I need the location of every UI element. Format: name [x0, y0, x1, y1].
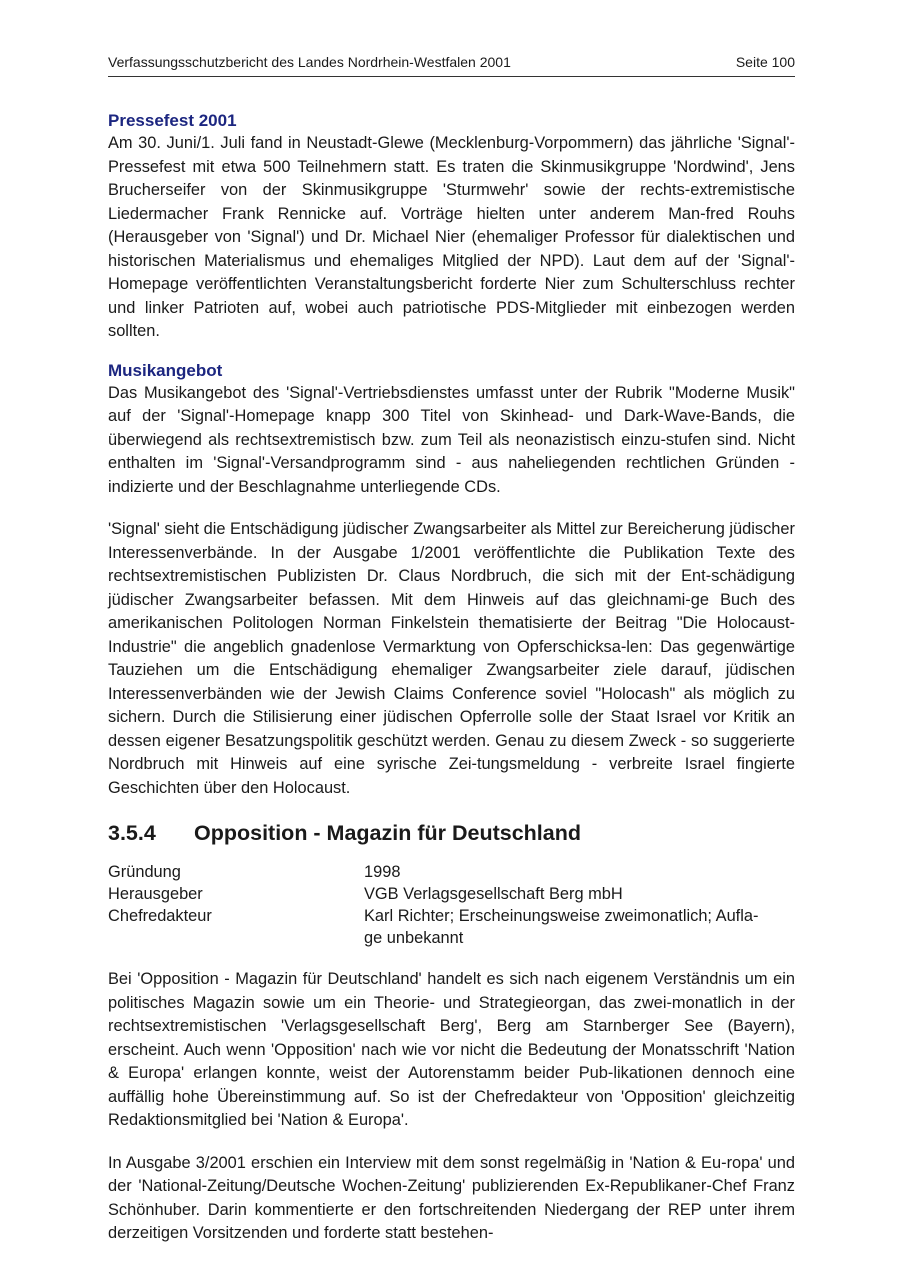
paragraph-opposition-intro: Bei 'Opposition - Magazin für Deutschland' handelt es sich nach eigenem Verständnis um ein politisches Magazin sowie um ein Theorie- und Strategieorgan, das zwei-monatlich in der rechtsextremistischen 'Verlagsgesellschaft Berg', Berg am Starnberger See (Bayern), erscheint. Auch wenn 'Opposition' nach wie vor nicht die Bedeutung der Monatsschrift 'Nation & Europa' erlangen konnte, weist der Autorenstamm beider Pub-likationen dennoch eine auffällig hohe Übereinstimmung auf. So ist der Chefredakteur von 'Opposition' gleichzeitig Redaktionsmitglied bei 'Nation & Europa'.: [108, 970, 795, 1129]
heading-pressefest: Pressefest 2001: [108, 111, 237, 130]
paragraph-pressefest: Am 30. Juni/1. Juli fand in Neustadt-Glewe (Mecklenburg-Vorpommern) das jährliche 'Signal'-Pressefest mit etwa 500 Teilnehmern statt. Es traten die Skinmusikgruppe 'Nordwind', Jens Brucherseifer von der Skinmusikgruppe 'Sturmwehr' sowie der rechts-extremistische Liedermacher Frank Rennicke auf. Vorträge hielten unter anderem Man-fred Rouhs (Herausgeber von 'Signal') und Dr. Michael Nier (ehemaliger Professor für dialektischen und historischen Materialismus und ehemaliges Mitglied der NPD). Laut dem auf der 'Signal'-Homepage veröffentlichten Veranstaltungsbericht forderte Nier zum Schulterschluss rechter und linker Patrioten auf, wobei auch patriotische PDS-Mitglieder mit einbezogen werden sollten.: [108, 134, 795, 340]
publication-info-table: [108, 861, 795, 949]
chapter-number: 3.5.4: [108, 821, 156, 845]
paragraph-musikangebot: Das Musikangebot des 'Signal'-Vertriebsdienstes umfasst unter der Rubrik "Moderne Musik" auf der 'Signal'-Homepage knapp 300 Titel von Skinhead- und Dark-Wave-Bands, die überwiegend als rechtsextremistisch bzw. zum Teil als neonazistisch einzu-stufen sind. Nicht enthalten im 'Signal'-Versandprogramm sind - aus naheliegenden rechtlichen Gründen - indizierte und der Beschlagnahme unterliegende CDs.: [108, 383, 795, 496]
info-label-chefredakteur: Chefredakteur: [108, 907, 212, 925]
page-number: Seite 100: [735, 54, 795, 70]
info-value-chefredakteur: Karl Richter; Erscheinungsweise zweimonatlich; Aufla-ge unbekannt: [364, 907, 759, 947]
info-label-gruendung: Gründung: [108, 863, 181, 881]
info-value-gruendung: 1998: [364, 863, 401, 881]
info-label-herausgeber: Herausgeber: [108, 885, 203, 903]
header-title: Verfassungsschutzbericht des Landes Nordrhein-Westfalen 2001: [108, 54, 511, 70]
heading-musikangebot: Musikangebot: [108, 360, 223, 380]
page-content: [108, 110, 795, 1246]
chapter-title: Opposition - Magazin für Deutschland: [194, 821, 581, 845]
chapter-heading: [108, 819, 795, 847]
info-value-herausgeber: VGB Verlagsgesellschaft Berg mbH: [364, 885, 623, 903]
paragraph-opposition-interview: In Ausgabe 3/2001 erschien ein Interview mit dem sonst regelmäßig in 'Nation & Eu-ropa' und der 'National-Zeitung/Deutsche Wochen-Zeitung' publizierenden Ex-Republikaner-Chef Franz Schönhuber. Darin kommentierte er den fortschreitenden Niedergang der REP unter ihrem derzeitigen Vorsitzenden und forderte statt bestehen-: [108, 1153, 795, 1242]
page-header: [108, 52, 795, 77]
paragraph-entschaedigung: 'Signal' sieht die Entschädigung jüdischer Zwangsarbeiter als Mittel zur Bereicherung jüdischer Interessenverbände. In der Ausgabe 1/2001 veröffentlichte die Publikation Texte des rechtsextremistischen Publizisten Dr. Claus Nordbruch, die sich mit der Ent-schädigung jüdischer Zwangsarbeiter befassen. Mit dem Hinweis auf das gleichnami-ge Buch des amerikanischen Politologen Norman Finkelstein thematisierte der Beitrag "Die Holocaust-Industrie" die angeblich gnadenlose Vermarktung von Opferschicksa-len: Das gegenwärtige Tauziehen um die Entschädigung ehemaliger Zwangsarbeiter ziele darauf, jüdischen Interessenverbänden wie der Jewish Claims Conference soviel "Holocash" als möglich zu sichern. Durch die Stilisierung einer jüdischen Opferrolle solle der Staat Israel vor Kritik an dessen eigener Besatzungspolitik geschützt werden. Genau zu diesem Zweck - so suggerierte Nordbruch mit Hinweis auf eine syrische Zei-tungsmeldung - verbreite Israel fingierte Geschichten über den Holocaust.: [108, 520, 795, 797]
